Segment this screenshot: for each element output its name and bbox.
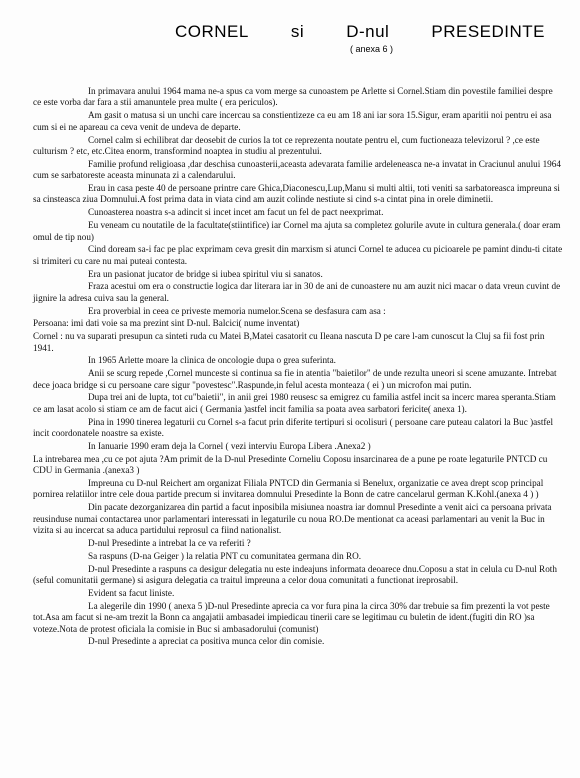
document-body (33, 86, 563, 649)
paragraph: Familie profund religioasa ,dar deschisa cunoasterii,aceasta adevarata familie ardeleneasca ne-a invatat in Craciunul anului 1964 cum se sarbatoreste aceasta minunata zi a calendarului. (33, 158, 561, 181)
paragraph: Am gasit o matusa si un unchi care incercau sa constientizeze ca eu am 18 ani iar sora 15.Sigur, eram aparitii noi pentru ei asa cum si ei ne apareau ca ceva venit de undeva de departe. (33, 110, 552, 132)
paragraph: Sa raspuns (D-na Geiger ) la relatia PNT cu comunitatea germana din RO. (88, 550, 362, 561)
title-word-si: si (290, 22, 305, 41)
paragraph: Cornel : nu va suparati presupun ca sinteti ruda cu Matei B,Matei casatorit cu Ileana nascuta D pe care l-am cunoscut la Cluj sa fii fost prin 1941. (33, 331, 545, 353)
title-word-dnul: D-nul (346, 22, 390, 41)
title-word-cornel: CORNEL (175, 22, 249, 41)
paragraph: Pina in 1990 tinerea legaturii cu Cornel s-a facut prin diferite tertipuri si ocolisuri ( persoane care puteau calatori la Buc )astfel incit coordonatele noastre sa existe. (33, 416, 554, 439)
paragraph: Cunoasterea noastra s-a adincit si incet incet am facut un fel de pact neexprimat. (88, 207, 384, 218)
title-word-presedinte: PRESEDINTE (431, 22, 545, 41)
paragraph: Cornel calm si echilibrat dar deosebit de curios la tot ce reprezenta noutate pentru el, cum fuctioneaza televizorul ? ,ce este culturism ? etc, etc.Citea enorm, transformind noaptea in studiu al prezentului. (33, 134, 540, 156)
paragraph: La intrebarea mea ,cu ce pot ajuta ?Am primit de la D-nul Presedinte Corneliu Coposu insarcinarea de a pune pe roate legaturile PNTCD cu CDU in Germania .(anexa3 ) (33, 453, 548, 476)
paragraph: Era un pasionat jucator de bridge si iubea spiritul viu si sanatos. (88, 268, 323, 279)
paragraph: Impreuna cu D-nul Reichert am organizat Filiala PNTCD din Germania si Benelux, organizatie ce avea drept scop principal pornirea relatiilor intre cele doua partide precum si invitarea domnului Presedinte la Bonn de catre cancelarul german K.Kohl.(anexa 4 ) ) (33, 478, 544, 500)
paragraph: Fraza acestui om era o constructie logica dar literara iar in 30 de ani de cunoastere nu am auzit nici macar o data vreun cuvint de jignire la adresa cuiva sau la general. (33, 281, 561, 303)
paragraph: In 1965 Arlette moare la clinica de oncologie dupa o grea suferinta. (88, 355, 336, 366)
paragraph: D-nul Presedinte a apreciat ca positiva munca celor din comisie. (88, 636, 325, 647)
annex-reference: ( anexa 6 ) (350, 44, 394, 54)
paragraph: Din pacate dezorganizarea din partid a facut inposibila misiunea noastra iar domnul Presedinte a venit aici ca persoana privata reusinduse numai contactarea unor parlamentari interessati in legaturile cu noua RO.De mentionat ca aceasi parlamentari au venit la Buc in vizita si au incercat sa aduca partidului reprosul ca fiind nationalist. (33, 502, 552, 536)
paragraph: Eu veneam cu noutatile de la facultate(stiintifice) iar Cornel ma ajuta sa completez golurile avute in cultura generala.( doar eram omul de tip nou) (33, 220, 561, 242)
paragraph: Erau in casa peste 40 de persoane printre care Ghica,Diaconescu,Lup,Manu si multi altii, toti veniti sa sarbatoreasca impreuna si sa cinsteasca ziua Domnului.A fost prima data in viata cind am auzit colinde nestiute si cind s-a cintat pina in orele diminetii. (33, 183, 560, 205)
paragraph: Persoana: imi dati voie sa ma prezint sint D-nul. Balcici( nume inventat) (33, 318, 300, 329)
paragraph: Evident sa facut liniste. (88, 587, 175, 598)
paragraph: In Ianuarie 1990 eram deja la Cornel ( vezi interviu Europa Libera .Anexa2 ) (88, 440, 371, 451)
paragraph: D-nul Presedinte a raspuns ca desigur delegatia nu este indeajuns informata deoarece dnu.Coposu a stat in celula cu D-nul Roth (seful comunitatii germane) si asigura delegatia ca traitul impreuna a celor doua comunitati a functionat ireprosabil. (33, 563, 557, 586)
paragraph: La alegerile din 1990 ( anexa 5 )D-nul Presedinte aprecia ca vor fura pina la circa 30% dar trebuie sa fim prezenti la vot peste tot.Asa am facut si ne-am trezit la Bonn ca angajatii ambasadei impiedicau tinerii care se legitimau cu buletin de ident.(fugiti din RO )sa voteze.Nota de protest oficiala la comisie in Buc si ambasadorului (comunist) (33, 600, 550, 634)
paragraph: Era proverbial in ceea ce priveste memoria numelor.Scena se desfasura cam asa : (88, 305, 386, 316)
paragraph: Anii se scurg repede ,Cornel munceste si continua sa fie in atentia "baietilor" de unde rezulta uneori si scene amuzante. Intrebat dece joaca bridge si cu persoane care sigur "povestesc".Raspunde,in felul acesta monteaza ( ei ) un microfon mai putin. (33, 368, 557, 390)
paragraph: D-nul Presedinte a intrebat la ce va referiti ? (88, 537, 251, 548)
paragraph: In primavara anului 1964 mama ne-a spus ca vom merge sa cunoastem pe Arlette si Cornel.Stiam din povestile familiei despre ce este vorba dar fara a stii amanuntele prea multe ( era periculos). (33, 86, 553, 108)
paragraph: Cind doream sa-i fac pe plac exprimam ceva gresit din marxism si atunci Cornel te aducea cu picioarele pe pamint dindu-ti citate si trimiteri cu care nu mai puteai contesta. (33, 244, 563, 266)
paragraph: Dupa trei ani de lupta, tot cu"baietii", in anii grei 1980 reusesc sa emigrez cu familia astfel incit sa incerc marea speranta.Stiam ce am lasat acolo si stiam ce am de facut aici ( Germania )astfel incit familia sa poata avea sarbatori fericite( anexa 1). (33, 392, 556, 414)
document-title (175, 22, 545, 42)
